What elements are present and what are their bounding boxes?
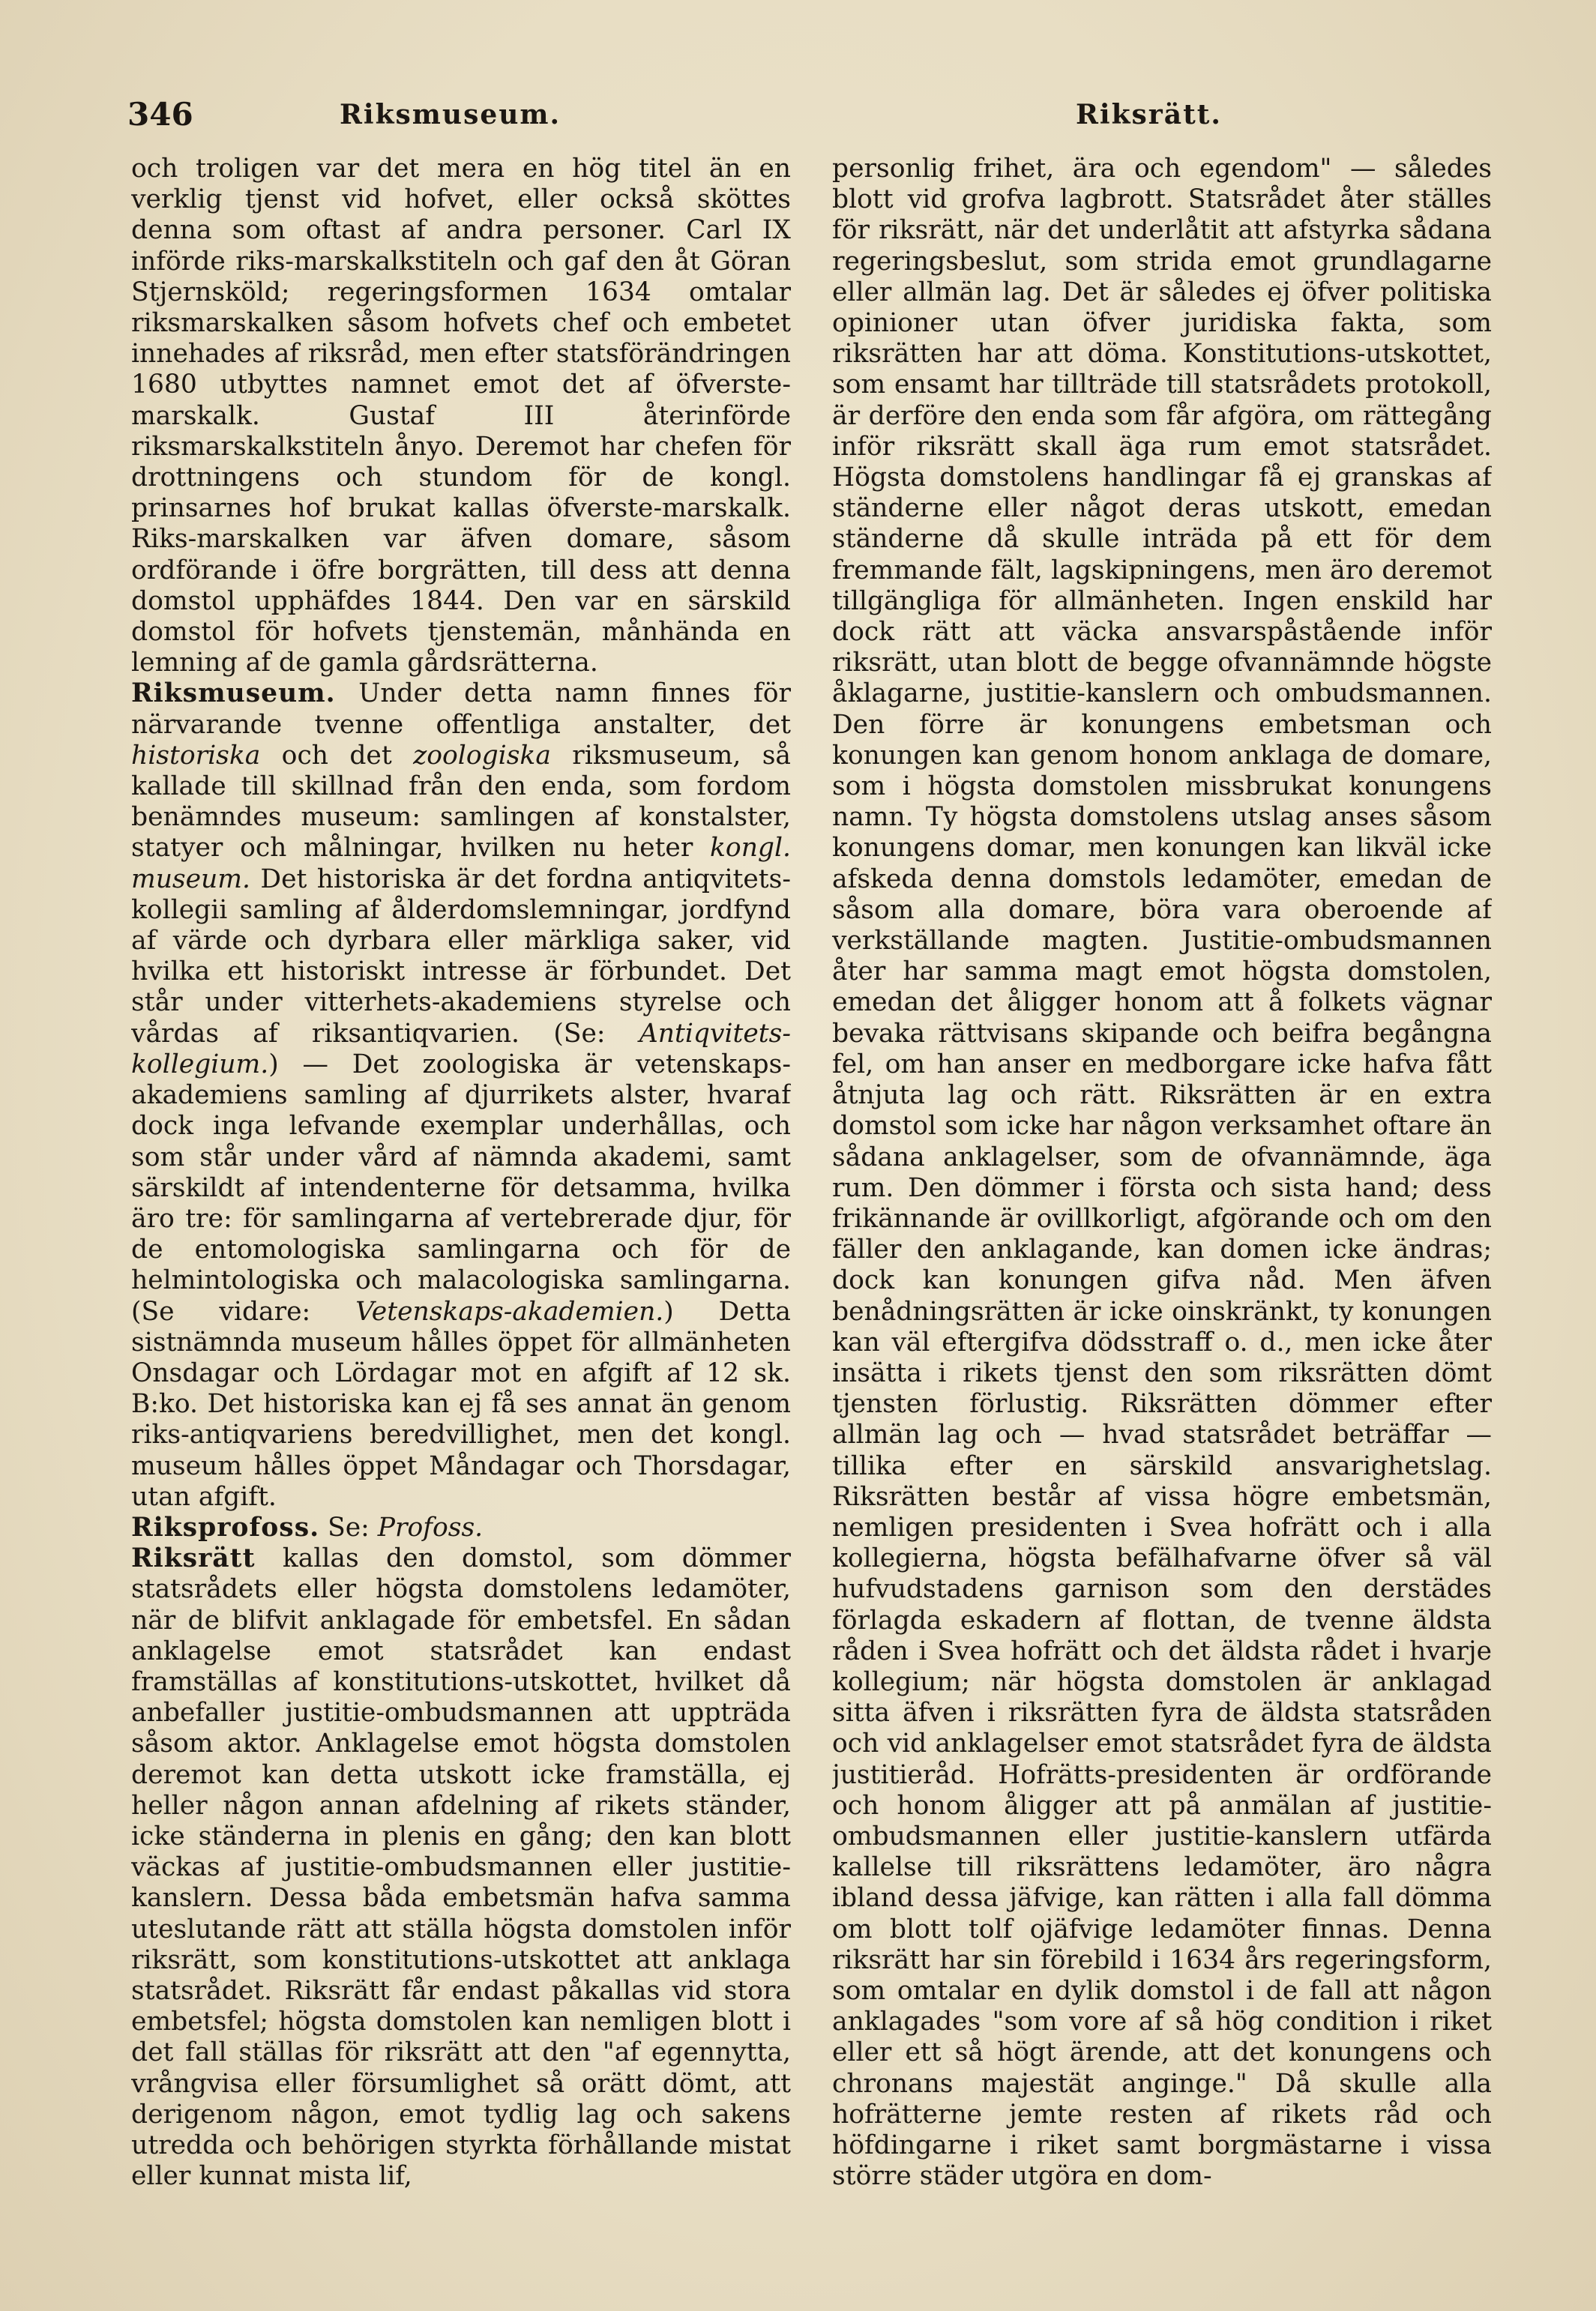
left-running-head: Riksmuseum. (340, 99, 561, 130)
entry-italic: historiska (131, 740, 261, 771)
right-running-head: Riksrätt. (1076, 99, 1222, 130)
cross-reference: Profoss. (377, 1512, 484, 1543)
entry-text: ) Detta sistnämnda museum hålles öppet för allmänheten Onsdagar och Lördagar mot en afgift af 12 sk. B:ko. Det historiska kan ej få ses annat än genom riks-antiqvariens beredvillighet, men det kongl. museum hålles öppet Måndagar och Thorsdagar, utan afgift. (131, 1296, 791, 1512)
entry-riksmuseum (131, 678, 791, 1512)
entry-italic: kongl. museum. (131, 833, 791, 894)
entry-text: Under detta namn finnes för närvarande tvenne offentliga anstalter, det (131, 678, 791, 740)
headword-riksratt: Riksrätt (131, 1543, 256, 1574)
entry-text: Det historiska är det fordna antiqvitets-kollegii samling af ålderdomslemningar, jordfynd af värde och dyrbara eller märkliga saker, vid hvilka ett historiskt intresse är förbundet. Det står under vitterhets-akademiens styrelse och vårdas af riksantiqvarien. (Se: (131, 864, 791, 1049)
entry-text: och det (260, 740, 414, 771)
page-number: 346 (127, 96, 193, 133)
entry-text: kallas den domstol, som dömmer statsrådets eller högsta domstolens ledamöter, när de blifvit anklagade för embetsfel. En sådan anklagelse emot statsrådet kan endast framställas af konstitutions-utskottet, hvilket då anbefaller justitie-ombudsmannen att uppträda såsom aktor. Anklagelse emot högsta domstolen deremot kan detta utskott icke framställa, ej heller någon annan afdelning af rikets ständer, icke ständerna in plenis en gång; den kan blott väckas af justitie-ombudsmannen eller justitie-kanslern. Dessa båda embetsmän hafva samma uteslutande rätt att ställa högsta domstolen inför riksrätt, som konstitutions-utskottet att anklaga statsrådet. Riksrätt får endast påkallas vid stora embetsfel; högsta domstolen kan nemligen blott i det fall ställas för riksrätt att den "af egennytta, vrångvisa eller försumlighet så orätt dömt, att derigenom någon, emot tydlig lag och sakens utredda och behörigen styrkta förhållande mistat eller kunnat mista lif, (131, 1543, 791, 2192)
riksratt-continuation: personlig frihet, ära och egendom" — således blott vid grofva lagbrott. Statsrådet åter ställes för riksrätt, när det underlåtit att afstyrka sådana regeringsbeslut, som strida emot grundlagarne eller allmän lag. Det är således ej öfver politiska opinioner utan öfver juridiska fakta, som riksrätten har att döma. Konstitutions-utskottet, som ensamt har tillträde till statsrådets protokoll, är derföre den enda som får afgöra, om rättegång inför riksrätt skall äga rum emot statsrådet. Högsta domstolens handlingar få ej granskas af ständerne eller något deras utskott, emedan ständerne då skulle inträda på ett för dem fremmande fält, lagskipningens, men äro deremot tillgängliga för allmänheten. Ingen enskild har dock rätt att väcka ansvarspåstående inför riksrätt, utan blott de begge ofvannämnde högste åklagarne, justitie-kanslern och ombudsmannen. Den förre är konungens embetsman och konungen kan genom honom anklaga de domare, som i högsta domstolen missbrukat konungens namn. Ty högsta domstolens utslag anses såsom konungens domar, men konungen kan likväl icke afskeda denna domstols ledamöter, emedan de såsom alla domare, böra vara oberoende af verkställande magten. Justitie-ombudsmannen åter har samma magt emot högsta domstolen, emedan det åligger honom att å folkets vägnar bevaka rättvisans skipande och beifra begångna fel, om han anser en medborgare icke hafva fått åtnjuta lag och rätt. Riksrätten är en extra domstol som icke har någon verksamhet oftare än sådana anklagelser, som de ofvannämnde, äga rum. Den dömmer i första och sista hand; dess frikännande är ovillkorligt, afgörande och om den fäller den anklagande, kan domen icke ändras; dock kan konungen gifva nåd. Men äfven benådningsrätten är icke oinskränkt, ty konungen kan väl eftergifva dödsstraff o. d., men icke åter insätta i rikets tjenst den som riksrätten dömt tjensten förlustig. Riksrätten dömmer efter allmän lag och — hvad statsrådet beträffar — tillika efter en särskild ansvarighetslag. Riksrätten består af vissa högre embetsmän, nemligen presidenten i Svea hofrätt och i alla kollegierna, högsta befälhafvarne öfver så väl hufvudstadens garnison som den derstädes förlagda eskadern af flottan, de tvenne äldsta råden i Svea hofrätt och det äldsta rådet i hvarje kollegium; när högsta domstolen är anklagad sitta äfven i riksrätten fyra de äldsta statsråden och vid anklagelser emot statsrådet fyra de äldsta justitieråd. Hofrätts-presidenten är ordförande och honom åligger att på anmälan af justitie-ombudsmannen eller justitie-kanslern utfärda kallelse till riksrättens ledamöter, äro några ibland dessa jäfvige, kan rätten i alla fall dömma om blott tolf ojäfvige ledamöter finnas. Denna riksrätt har sin förebild i 1634 års regeringsform, som omtalar en dylik domstol i de fall att någon anklagades "som vore af så hög condition i riket eller ett så högt ärende, att det konungens och chronans majestät anginge." Då skulle alla hofrätterne jemte resten af rikets råd och höfdingarne i riket samt borgmästarne i vissa större städer utgöra en dom- (832, 154, 1492, 2192)
entry-riksprofoss (131, 1513, 791, 1543)
entry-riksratt (131, 1543, 791, 2192)
entry-italic: zoologiska (413, 740, 551, 771)
entry-text: Se: (319, 1512, 378, 1543)
headword-riksmuseum: Riksmuseum. (131, 678, 336, 709)
right-column (832, 154, 1492, 2253)
left-column (131, 154, 791, 2253)
headword-riksprofoss: Riksprofoss. (131, 1512, 320, 1543)
page-header (127, 96, 1222, 141)
cross-reference: Antiqvitets-kollegium. (131, 1018, 791, 1079)
cross-reference: Vetenskaps-akademien. (355, 1296, 664, 1327)
entry-text: ) — Det zoologiska är vetenskaps-akademiens samling af djurrikets alster, hvaraf dock inga lefvande exemplar underhållas, och som står under vård af nämnda akademi, samt särskildt af intendenterne för detsamma, hvilka äro tre: för samlingarna af vertebrerade djur, för de entomologiska samlingarna och för de helmintologiska och malacologiska samlingarna. (Se vidare: (131, 1049, 791, 1327)
riksmarskalk-continuation: och troligen var det mera en hög titel än en verklig tjenst vid hofvet, eller också sköttes denna som oftast af andra personer. Carl IX införde riks-marskalkstiteln och gaf den åt Göran Stjernsköld; regeringsformen 1634 omtalar riksmarskalken såsom hofvets chef och embetet innehades af riksråd, men efter statsförändringen 1680 utbyttes namnet emot det af öfverste-marskalk. Gustaf III återinförde riksmarskalkstiteln ånyo. Deremot har chefen för drottningens och stundom för de kongl. prinsarnes hof brukat kallas öfverste-marskalk. Riks-marskalken var äfven domare, såsom ordförande i öfre borgrätten, till dess att denna domstol upphäfdes 1844. Den var en särskild domstol för hofvets tjenstemän, månhända en lemning af de gamla gårdsrätterna. (131, 154, 791, 678)
entry-text: riksmuseum, så kallade till skillnad från den enda, som fordom benämndes museum: samlingen af konstalster, statyer och målningar, hvilken nu heter (131, 740, 791, 864)
